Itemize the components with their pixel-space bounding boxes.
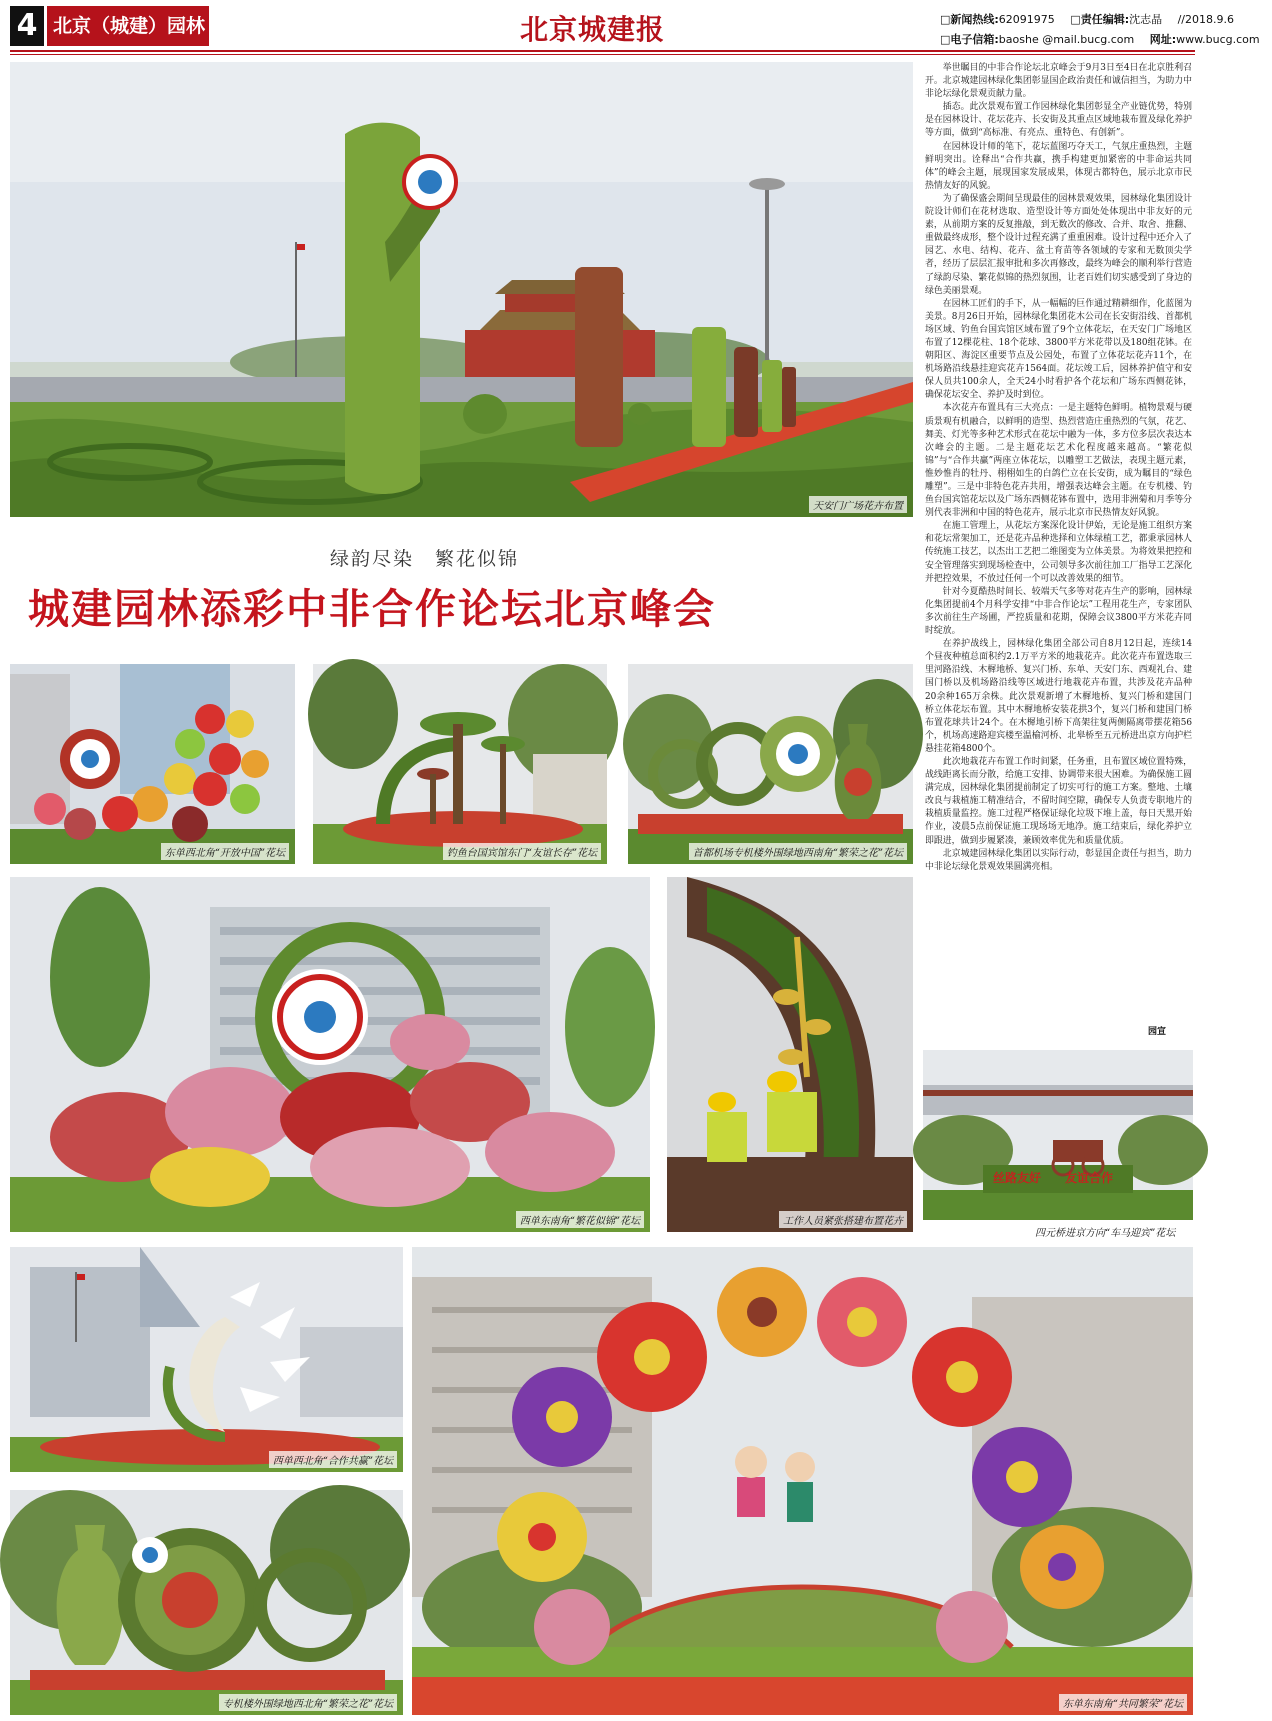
issue-date: //2018.9.6 bbox=[1177, 13, 1234, 26]
header-rule bbox=[10, 50, 1195, 52]
caption-airport-sw: 首都机场专机楼外围绿地西南角“繁荣之花”花坛 bbox=[689, 843, 907, 860]
article-body bbox=[925, 62, 1192, 1037]
friendship-arch-scene bbox=[313, 664, 607, 864]
headline-subtitle: 绿韵尽染 繁花似锦 bbox=[330, 548, 520, 570]
article-paragraph: 本次花卉布置具有三大亮点：一是主题特色鲜明。植物景观与硬质景观有机融合，以鲜明的造型、热烈营造庄重热烈的气氛，花艺、舞美、灯光等多种艺术形式在花坛中融为一体，多方位多层次表达本次峰会的主题。二是主题花坛艺术化程度越来越高。“繁花似锦”与“合作共赢”两座立体花坛，以雕塑工艺做法，表现主题元素，惟妙惟肖的牡丹、栩栩如生的白鸽伫立在长安街，成为瞩目的“绿色雕塑”。三是中非特色花卉共用，增强表达峰会主题。在专机楼、钓鱼台国宾馆花坛以及广场东西侧花钵布置中，选用非洲菊和月季等分别代表非洲和中国的特色花卉，展示北京市民热情友好风貌。 bbox=[925, 403, 1192, 519]
article-paragraph: 为了确保盛会期间呈现最佳的园林景观效果，园林绿化集团设计院设计师们在花材选取、造型设计等方面处处体现出中非友好的元素，从前期方案的反复推敲，到无数次的修改、合并、取舍、推翻、重做最终成形，整个设计过程充满了重重困难。设计过程中还介入了园艺、水电、结构、花卉、盆土育苗等各领域的专家和无数顶尖学者，经历了层层汇报审批和多次再修改，最终为峰会的顺利举行营造了绿韵尽染、繁花似锦的热烈氛围，让老百姓们切实感受到了身边的绿色美丽景观。 bbox=[925, 193, 1192, 296]
caption-tiananmen: 天安门广场花卉布置 bbox=[809, 496, 907, 513]
balloons-scene bbox=[10, 664, 295, 864]
prosperity-flower-scene bbox=[628, 664, 913, 864]
website-url[interactable]: www.bucg.com bbox=[1176, 33, 1260, 46]
caption-diaoyutai: 钓鱼台国宾馆东门“友谊长存”花坛 bbox=[443, 843, 601, 860]
photo-xidan-se bbox=[10, 877, 650, 1232]
caption-xidan-se: 西单东南角“繁花似锦”花坛 bbox=[516, 1211, 644, 1228]
hotline-number: 62091975 bbox=[998, 13, 1055, 26]
article-paragraph: 在园林工匠们的手下，从一幅幅的巨作通过精耕细作，化蓝图为美景。8月26日开始，园林绿化集团花木公司在长安街沿线、首都机场区域、钓鱼台国宾馆区域布置了9个立体花坛，在天安门广场地区布置了12棵花柱、18个花球、3800平方米花带以及180组花钵。在朝阳区、海淀区重要节点及公园处，布置了立体花坛花卉11个，在机场路沿线悬挂迎宾花卉1564面。花坛竣工后，园林养护值守和安保人员共100余人，全天24小时看护各个花坛和广场东西侧花钵，确保花坛安全、养护及时到位。 bbox=[925, 298, 1192, 401]
caption-xidan-nw: 西单西北角“合作共赢”花坛 bbox=[269, 1451, 397, 1468]
siyuan-sign-left: 丝路友好 bbox=[993, 1171, 1042, 1185]
email-address[interactable]: baoshe @mail.bucg.com bbox=[998, 33, 1135, 46]
page-number: 4 bbox=[10, 6, 44, 46]
common-prosperity-scene bbox=[412, 1247, 1193, 1715]
caption-workers: 工作人员紧张搭建布置花卉 bbox=[779, 1211, 907, 1228]
article-paragraph: 在养护战线上，园林绿化集团全部公司自8月12日起，连续14个昼夜种植总面积约2.1万平方米的地栽花卉。此次花卉布置选取三里河路沿线、木樨地桥、复兴门桥、东单、天安门东、西观礼台、建国门桥以及机场路沿线等区域进行地栽花卉布置，共涉及花卉品种20余种165万余株。此次景观新增了木樨地桥、复兴门桥和建国门桥立体花坛布置。其中木樨地桥安装花拱3个，复兴门桥和建国门桥布置花球共计24个。在木樨地引桥下高架往复两侧隔离带摆花箱56个，机场高速路迎宾楼至温榆河桥、北皋桥至五元桥进出京方向护栏悬挂花箱4800个。 bbox=[925, 639, 1192, 754]
masthead-info bbox=[940, 10, 1260, 50]
section-name: 北京（城建）园林 bbox=[47, 6, 209, 46]
caption-airport-nw: 专机楼外围绿地西北角“繁荣之花”花坛 bbox=[219, 1694, 397, 1711]
editor-name: 沈志晶 bbox=[1129, 13, 1163, 26]
doves-scene bbox=[10, 1247, 403, 1472]
tiananmen-scene bbox=[10, 62, 913, 517]
header-rule-thin bbox=[10, 54, 1195, 55]
photo-xidan-nw bbox=[10, 1247, 403, 1472]
caption-dongdan-se: 东单东南角“共同繁荣”花坛 bbox=[1059, 1694, 1187, 1711]
caption-siyuan: 四元桥进京方向“车马迎宾”花坛 bbox=[1035, 1228, 1176, 1239]
photo-siyuan bbox=[923, 1050, 1193, 1220]
website-label: 网址: bbox=[1149, 33, 1177, 46]
article-paragraph: 此次地栽花卉布置工作时间紧，任务重，且布置区域位置特殊，战线距离长而分散，给施工安排、协调带来很大困难。为确保施工圆满完成，园林绿化集团提前制定了切实可行的施工方案。整地、土壤改良与栽植施工精准结合，不留时间空隙，确保专人负责专职地片的栽植质量监控。施工过程严格保证绿化垃圾下堆上盖，每日天黑开始作业，凌晨5点前保证施工现场场无地净。施工结束后，绿化养护立即跟进，做到步履紧凑，兼顾效率优先和质量优质。 bbox=[925, 756, 1192, 846]
article-paragraph: 针对今夏酷热时间长、较端天气多等对花卉生产的影响，园林绿化集团提前4个月科学安排“中非合作论坛”工程用花生产，专家团队多次前往生产场圃，严控质量和花期，保障会议3800平方米花卉同时绽放。 bbox=[925, 586, 1192, 637]
caption-dongdan-open-china: 东单西北角“开放中国”花坛 bbox=[161, 843, 289, 860]
article-paragraph: 插态。此次景观布置工作园林绿化集团彰显全产业链优势，特别是在园林设计、花坛花卉、长安街及其重点区域地栽布置及绿化养护等方面，做到“高标准、有亮点、重特色、有创新”。 bbox=[925, 102, 1192, 139]
photo-airport-nw bbox=[10, 1490, 403, 1715]
siyuan-sign-right: 友谊合作 bbox=[1065, 1171, 1114, 1185]
vase-circles-scene bbox=[10, 1490, 403, 1715]
photo-dongdan-se bbox=[412, 1247, 1193, 1715]
photo-workers bbox=[667, 877, 913, 1232]
workers-scene bbox=[667, 877, 913, 1232]
flourishing-flowers-scene bbox=[10, 877, 650, 1232]
article-paragraph: 在园林设计师的笔下，花坛蓝图巧夺天工，气氛庄重热烈，主题鲜明突出。诠释出“合作共赢，携手构建更加紧密的中非命运共同体”的峰会主题，展现国家发展成果，体现古都特色，展示北京市民热情友好的风貌。 bbox=[925, 141, 1192, 191]
editor-label: □责任编辑: bbox=[1070, 13, 1130, 26]
article-paragraph: 北京城建园林绿化集团以实际行动，彰显国企责任与担当，助力中非论坛绿化景观效果圆满亮相。 bbox=[925, 848, 1192, 872]
page-header bbox=[0, 0, 1260, 52]
photo-airport-sw bbox=[628, 664, 913, 864]
article-paragraph: 在施工管理上，从花坛方案深化设计伊始，无论是施工组织方案和花坛常架加工，还是花卉品种选择和立体绿植工艺，都秉承园林人传统施工技艺，以杰出工艺把二维图变为立体美景。为将效果把控和安全管理落实到现场检查中，公司领导多次前往加工厂指导工艺深化并把控效果，不放过任何一个可以改善效果的细节。 bbox=[925, 521, 1192, 584]
photo-diaoyutai bbox=[313, 664, 607, 864]
email-label: □电子信箱: bbox=[940, 33, 999, 46]
hotline-label: □新闻热线: bbox=[940, 13, 999, 26]
article-paragraph: 举世瞩目的中非合作论坛北京峰会于9月3日至4日在北京胜利召开。北京城建园林绿化集团彰显国企政治责任和诚信担当，为助力中非论坛绿化景观贡献力量。 bbox=[925, 63, 1192, 100]
carriage-scene bbox=[923, 1050, 1193, 1220]
headline-title: 城建园林添彩中非合作论坛北京峰会 bbox=[28, 585, 716, 633]
newspaper-title: 北京城建报 bbox=[520, 13, 666, 46]
article-byline: 园宣 bbox=[1148, 1027, 1167, 1037]
photo-tiananmen bbox=[10, 62, 913, 517]
photo-dongdan-open-china bbox=[10, 664, 295, 864]
